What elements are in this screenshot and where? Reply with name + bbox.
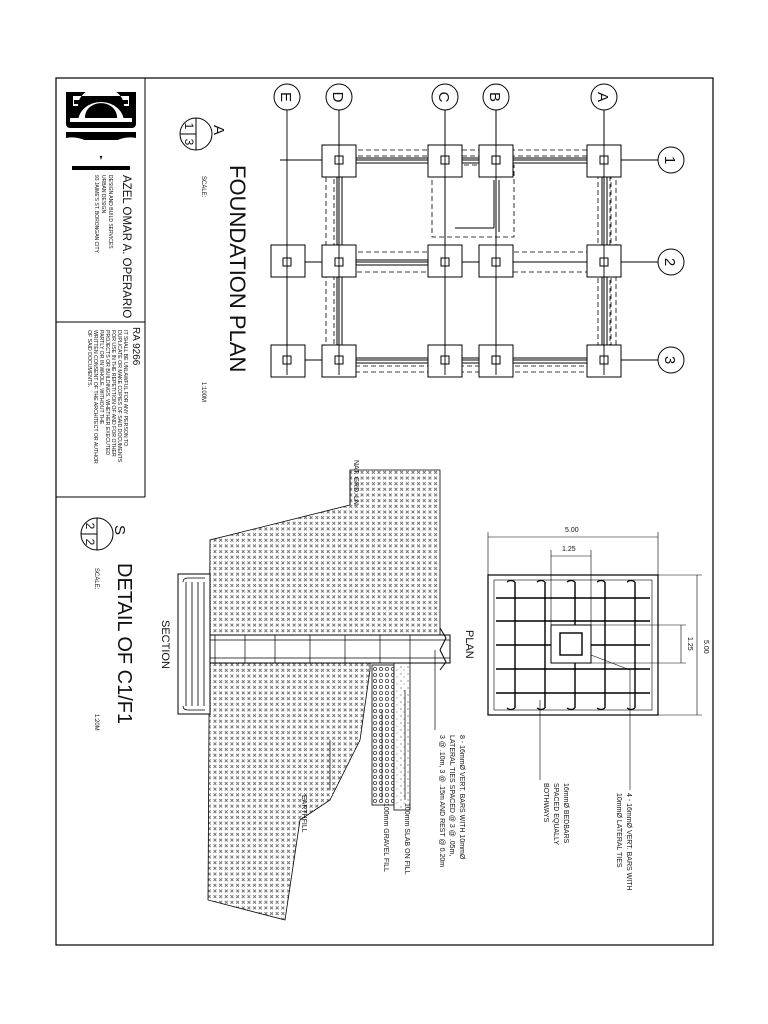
section-bars-note-line-3: 3 @ .10m, 3 @ .15m AND REST @ 0.20m xyxy=(438,735,445,868)
detail-title: DETAIL OF C1/F1 xyxy=(113,563,135,725)
ra-text-line-1: IT SHALL BE UNLAWFUL FOR ANY PERSON TO xyxy=(122,330,128,447)
designer-name: AZEL OMAR A. OPERARIO xyxy=(120,175,132,319)
vert-bars-note-line-1: 4 - 16mmØ VERT. BARS WITH xyxy=(625,793,632,891)
foundation-plan-title: FOUNDATION PLAN xyxy=(225,165,250,373)
ra-text-line-3: FOR USE IN THE REPETITION OF AND FOR OTHER xyxy=(110,330,116,457)
plan-detail-drawing xyxy=(488,532,702,790)
ra-text-line-6: WRITTEN CONSENT OF THE ARCHITECT OR AUTHOR xyxy=(92,330,98,464)
bedbars-note-line-3: BOTHWAYS xyxy=(542,783,549,823)
plan-label: PLAN xyxy=(463,630,475,659)
designer-info-line-1: DESIGN AND BUILD SERVICES xyxy=(107,175,113,249)
firm-logo xyxy=(66,87,136,170)
ra-text-line-5: PARTLY OR IN WHOLE, WITHOUT THE xyxy=(98,330,104,425)
grid-label-a: A xyxy=(594,91,611,103)
designer-info-line-2: URBAN DESIGN xyxy=(100,175,106,214)
grade-line-note: NAT. GRD. LN. xyxy=(352,460,359,507)
detail-scale-value: 1:20M xyxy=(93,714,99,731)
slab-note: 100mm SLAB ON FILL xyxy=(403,803,410,875)
grid-label-c: C xyxy=(435,91,452,103)
grid-label-1: 1 xyxy=(661,155,678,165)
foundation-plan-scale-value: 1:100M xyxy=(200,382,206,403)
grid-label-2: 2 xyxy=(661,257,678,267)
foundation-plan-sheet-total: 3 xyxy=(182,138,196,146)
section-bars-note-line-2: LATERAL TIES SPACED @ 3 @ .05m, xyxy=(448,735,455,857)
title-block xyxy=(56,78,145,497)
vert-bars-note-line-2: 10mmØ LATERAL TIES xyxy=(615,793,622,868)
dim-overall-side: 5.00 xyxy=(702,640,709,654)
detail-sheet-num: 2 xyxy=(83,522,97,530)
foundation-plan-title-group xyxy=(180,118,250,402)
foundation-plan-scale-label: SCALE: xyxy=(200,176,206,198)
section-bars-note-line-1: 8 - 16mmØ VERT. BARS WITH 10mmØ xyxy=(458,735,465,860)
ra-text-line-2: DUPLICATE OR MAKE COPIES OF SAID DOCUMENTS xyxy=(116,330,122,463)
ra-text-line-7: OF SAID DOCUMENTS. xyxy=(86,330,92,388)
dim-column: 1.25 xyxy=(562,546,576,553)
ra-number: RA 9266 xyxy=(130,327,141,366)
dim-overall: 5.00 xyxy=(565,527,579,534)
foundation-plan-drawing xyxy=(271,84,684,377)
foundation-plan-sheet-num: 1 xyxy=(182,122,196,130)
detail-tag-letter: S xyxy=(111,524,128,536)
grid-label-b: B xyxy=(486,91,503,103)
section-label: SECTION xyxy=(159,620,171,669)
plan-detail-labels xyxy=(463,527,709,891)
detail-sheet-total: 2 xyxy=(83,538,97,546)
bedbars-note-line-2: SPACED EQUALLY xyxy=(552,783,559,845)
grid-label-e: E xyxy=(277,91,294,103)
foundation-plan-tag-letter: A xyxy=(210,124,227,136)
grid-label-3: 3 xyxy=(661,355,678,365)
dim-column-side: 1.25 xyxy=(686,637,693,651)
designer-info-line-3: 93 JAIME'S ST. BORONGAN CITY xyxy=(93,175,99,253)
bedbars-note-line-1: 16mmØ BEDBARS xyxy=(562,783,569,844)
ra-text-line-4: PROJECTS OR BUILDINGS, WHETHER EXECUTED xyxy=(104,330,110,456)
grid-label-d: D xyxy=(329,91,346,103)
detail-scale-label: SCALE: xyxy=(93,568,99,590)
detail-title-group xyxy=(81,518,135,731)
gravel-note: 100mm GRAVEL FILL xyxy=(382,803,389,872)
earthfill-note: EARTHFILL xyxy=(300,795,307,833)
